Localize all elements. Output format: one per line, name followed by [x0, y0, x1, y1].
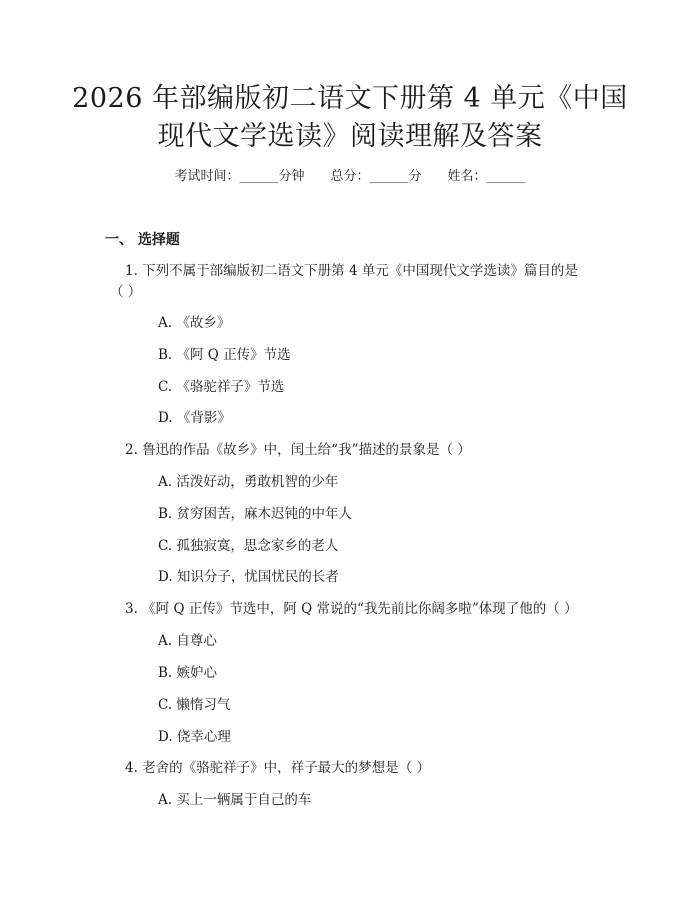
question-4-stem: 4. 老舍的《骆驼祥子》中，祥子最大的梦想是（ ） [125, 760, 430, 776]
exam-info [0, 167, 700, 187]
section-heading: 一、 选择题 [105, 232, 180, 248]
question-2-option-c: C. 孤独寂寞，思念家乡的老人 [158, 538, 339, 554]
question-1-option-a: A. 《故乡》 [158, 315, 231, 331]
question-3-option-c: C. 懒惰习气 [158, 697, 231, 713]
document-title-line-1: 2026 年部编版初二语文下册第 4 单元《中国 [72, 83, 628, 114]
exam-time-field: 考试时间：______分钟 [174, 169, 305, 184]
question-3-option-b: B. 嫉妒心 [158, 665, 218, 681]
question-1-stem-continued: （ ） [110, 284, 142, 300]
question-4-option-a: A. 买上一辆属于自己的车 [158, 792, 312, 808]
question-1-option-d: D. 《背影》 [158, 410, 231, 426]
student-name-field: 姓名：______ [447, 169, 526, 184]
total-score-field: 总分：______分 [330, 169, 422, 184]
document-title-line-2: 现代文学选读》阅读理解及答案 [157, 121, 543, 152]
question-3-option-d: D. 侥幸心理 [158, 729, 231, 745]
question-1-option-b: B. 《阿 Q 正传》节选 [158, 347, 291, 363]
question-2-stem: 2. 鲁迅的作品《故乡》中，闰土给“我”描述的景象是（ ） [125, 442, 471, 458]
question-3-stem: 3. 《阿 Q 正传》节选中，阿 Q 常说的“我先前比你阔多啦”体现了他的（ ） [125, 601, 578, 617]
question-1-stem: 1. 下列不属于部编版初二语文下册第 4 单元《中国现代文学选读》篇目的是 [125, 263, 578, 279]
question-2-option-b: B. 贫穷困苦，麻木迟钝的中年人 [158, 506, 353, 522]
question-3-option-a: A. 自尊心 [158, 633, 217, 649]
question-1-option-c: C. 《骆驼祥子》节选 [158, 379, 285, 395]
question-2-option-d: D. 知识分子，忧国忧民的长者 [158, 569, 339, 585]
question-2-option-a: A. 活泼好动，勇敢机智的少年 [158, 474, 339, 490]
